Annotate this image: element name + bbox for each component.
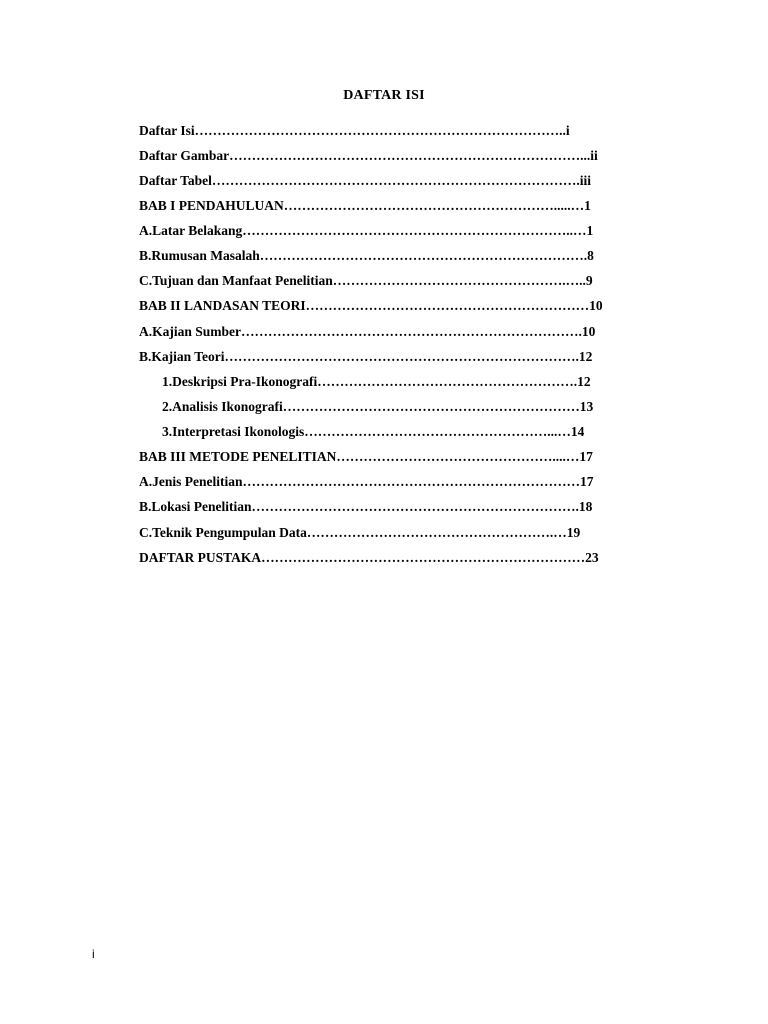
toc-entry-text: Kajian Sumber………………………………………………………………….10	[152, 324, 596, 339]
toc-entry-bab-2	[139, 297, 603, 315]
toc-entry-daftar-isi	[139, 122, 570, 140]
toc-entry-marker: A.	[139, 324, 153, 339]
toc-entry-marker: B.	[139, 248, 152, 263]
toc-entry-text: Rumusan Masalah……………………………………………………………….8	[151, 248, 594, 263]
toc-entry-text: DAFTAR PUSTAKA………………………………………………………………23	[139, 550, 599, 565]
toc-entry-daftar-pustaka	[139, 549, 599, 567]
toc-entry-lokasi-penelitian	[139, 498, 592, 516]
toc-entry-text: Tujuan dan Manfaat Penelitian…………………………………………….…..9	[152, 273, 593, 288]
toc-entry-rumusan-masalah	[139, 247, 594, 265]
toc-entry-marker: C.	[139, 273, 153, 288]
toc-entry-bab-1	[139, 197, 591, 215]
page-number: i	[92, 947, 95, 961]
toc-entry-marker: C.	[139, 525, 153, 540]
toc-entry-text: BAB III METODE PENELITIAN…………………………………………....…17	[139, 449, 593, 464]
toc-entry-latar-belakang	[139, 222, 593, 240]
toc-entry-marker: A.	[139, 223, 153, 238]
toc-entry-text: Interpretasi Ikonologis………………………………………………...…14	[172, 424, 585, 439]
toc-entry-kajian-sumber	[139, 323, 595, 341]
toc-entry-kajian-teori	[139, 348, 592, 366]
toc-entry-text: Daftar Tabel……………………………………………………………………….iii	[139, 173, 592, 188]
toc-entry-marker: A.	[139, 474, 153, 489]
toc-entry-marker: 3.	[162, 424, 173, 439]
toc-entry-text: Deskripsi Pra-Ikonografi………………………………………………….12	[172, 374, 591, 389]
toc-entry-text: Analisis Ikonografi…………………………………………………………13	[172, 399, 594, 414]
toc-entry-text: Teknik Pengumpulan Data……………………………………………….…19	[152, 525, 581, 540]
toc-entry-jenis-penelitian	[139, 473, 594, 491]
toc-entry-text: Kajian Teori…………………………………………………………………….12	[151, 349, 593, 364]
toc-entry-tujuan-manfaat	[139, 272, 593, 290]
page-title: DAFTAR ISI	[343, 88, 425, 103]
toc-entry-deskripsi-pra-ikonografi	[162, 373, 591, 391]
toc-entry-marker: B.	[139, 499, 152, 514]
toc-entry-daftar-gambar	[139, 147, 598, 165]
toc-entry-text: BAB II LANDASAN TEORI………………………………………………………10	[139, 298, 603, 313]
toc-entry-daftar-tabel	[139, 172, 591, 190]
toc-entry-analisis-ikonografi	[162, 398, 593, 416]
toc-entry-marker: 1.	[162, 374, 173, 389]
toc-entry-text: Daftar Isi………………………………………………………………………..i	[139, 123, 570, 138]
toc-entry-text: Lokasi Penelitian……………………………………………………………….18	[151, 499, 593, 514]
toc-entry-text: Jenis Penelitian…………………………………………………………………17	[152, 474, 594, 489]
toc-entry-interpretasi-ikonologis	[162, 423, 584, 441]
toc-entry-bab-3	[139, 448, 593, 466]
toc-entry-text: BAB I PENDAHULUAN…………………………………………………….....…1	[139, 198, 591, 213]
toc-entry-text: Latar Belakang………………………………………………………………..…1	[152, 223, 594, 238]
toc-entry-marker: B.	[139, 349, 152, 364]
toc-entry-text: Daftar Gambar……………………………………………………………………...ii	[139, 148, 598, 163]
toc-entry-marker: 2.	[162, 399, 173, 414]
toc-entry-teknik-pengumpulan-data	[139, 524, 580, 542]
